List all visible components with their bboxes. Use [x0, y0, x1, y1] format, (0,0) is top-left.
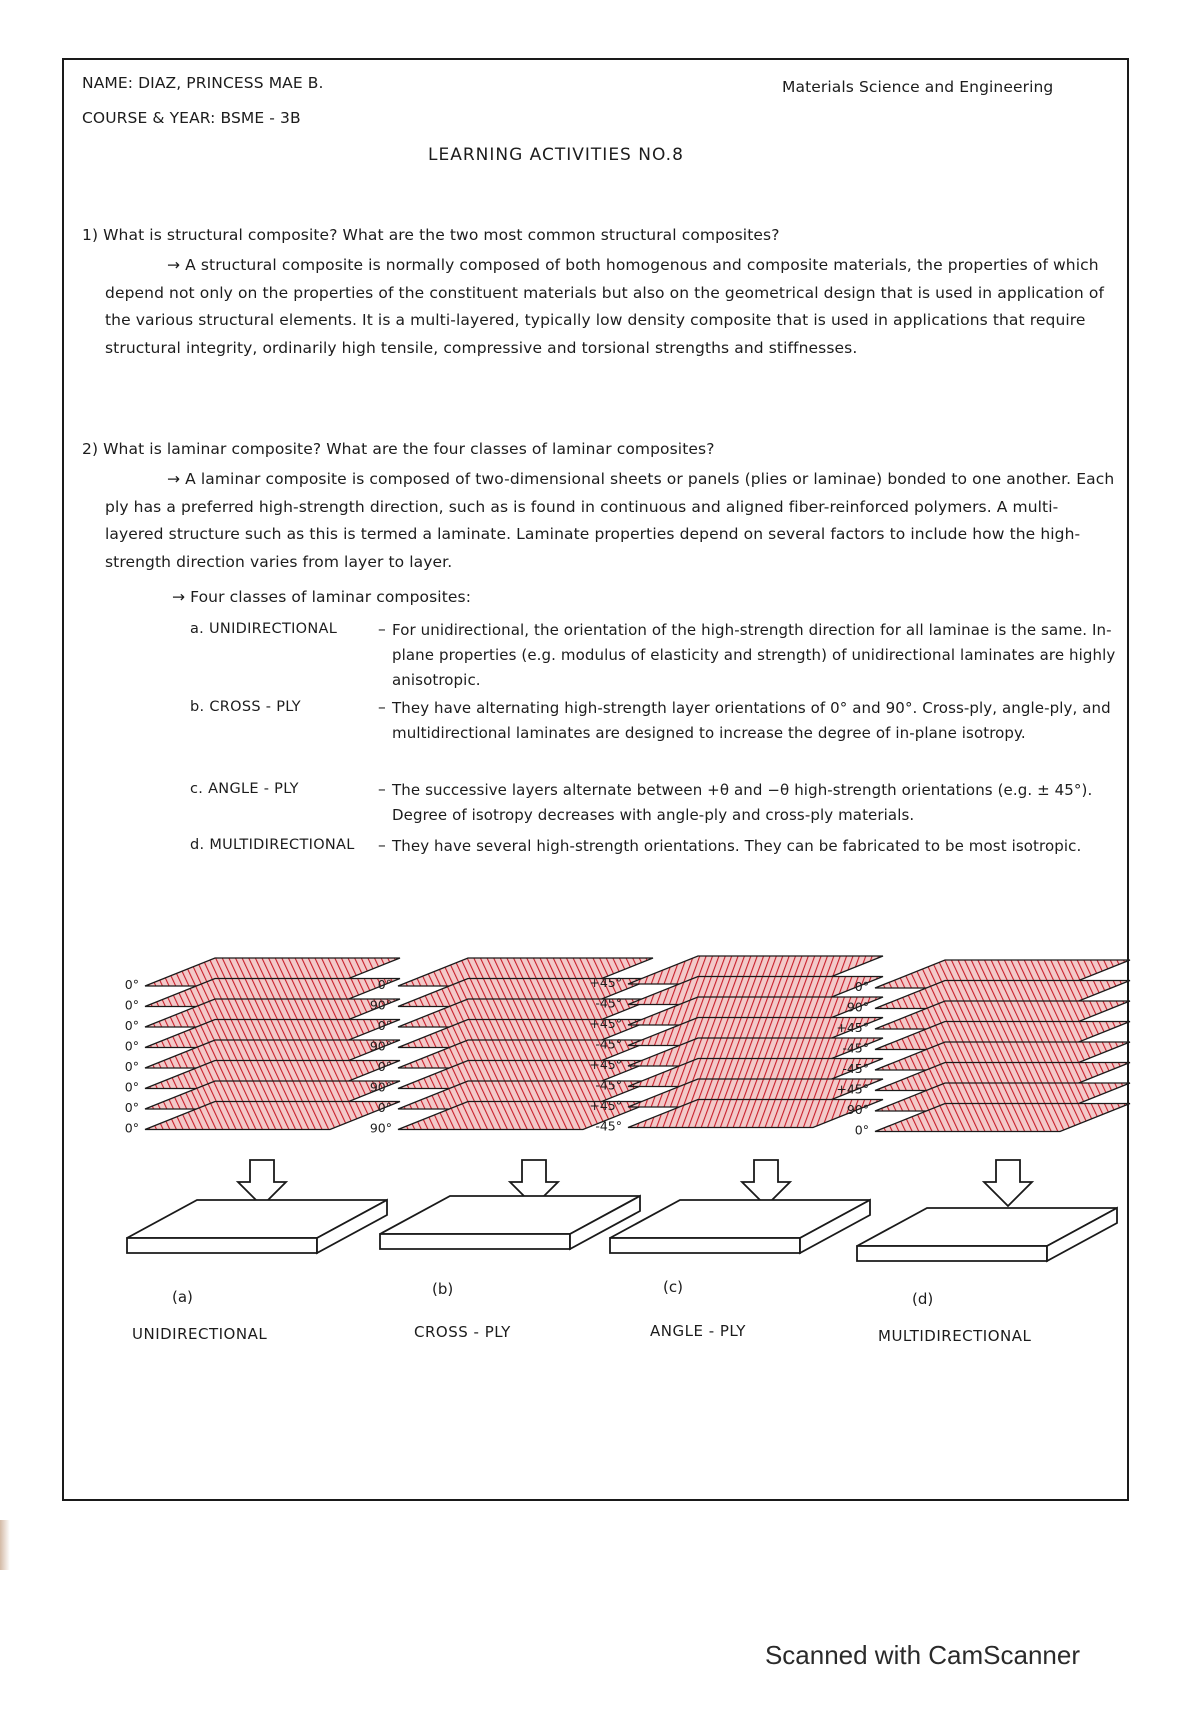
- caption-multidirectional: MULTIDIRECTIONAL: [878, 1327, 1032, 1345]
- class-b-dash: –: [378, 698, 386, 716]
- question-2: 2) What is laminar composite? What are the four classes of laminar composites?: [82, 440, 715, 458]
- ply-orientation-label: -45°: [842, 1061, 869, 1076]
- class-c-dash: –: [378, 780, 386, 798]
- scanner-watermark: Scanned with CamScanner: [764, 1640, 1080, 1670]
- figure-letter-b: (b): [432, 1280, 454, 1298]
- ply-orientation-label: 90°: [846, 1102, 869, 1117]
- ply-orientation-label: +45°: [589, 1016, 622, 1031]
- ply-orientation-label: 90°: [369, 1120, 392, 1136]
- caption-unidirectional: UNIDIRECTIONAL: [132, 1325, 268, 1343]
- ply-orientation-label: 0°: [124, 1018, 139, 1033]
- ply-orientation-label: 0°: [377, 1100, 392, 1115]
- ply-orientation-label: +45°: [836, 1081, 869, 1097]
- class-b-desc: They have alternating high-strength layer orientations of 0° and 90°. Cross-ply, angle-ply, and multidirectional laminates are designed to increase the degree of in-plane isotropy.: [392, 699, 1111, 742]
- class-c-desc: The successive layers alternate between +θ and −θ high-strength orientations (e.g. ± 45°). Degree of isotropy decreases with angle-ply and cross-ply materials.: [392, 781, 1093, 824]
- ply-orientation-label: 0°: [124, 997, 139, 1013]
- figure-letter-a: (a): [172, 1288, 193, 1306]
- class-c-name: c. ANGLE - PLY: [190, 781, 299, 797]
- class-d-name: d. MULTIDIRECTIONAL: [190, 837, 355, 853]
- laminate-slab-front: [610, 1238, 800, 1253]
- ply-orientation-label: 0°: [377, 1018, 392, 1033]
- down-arrow-icon: [984, 1160, 1032, 1206]
- laminate-slab-front: [380, 1234, 570, 1249]
- laminate-stack: [125, 958, 400, 1253]
- ply-orientation-label: -45°: [842, 1040, 869, 1056]
- ply-orientation-label: +45°: [589, 975, 622, 990]
- ply-orientation-label: -45°: [595, 1077, 622, 1093]
- ply-orientation-label: 90°: [369, 1079, 392, 1095]
- ply-orientation-label: 0°: [854, 1122, 869, 1138]
- laminate-slab-front: [127, 1238, 317, 1253]
- classes-intro: → Four classes of laminar composites:: [172, 588, 472, 606]
- laminate-slab-front: [857, 1246, 1047, 1261]
- class-b-name: b. CROSS - PLY: [190, 699, 301, 715]
- figure-letter-c: (c): [663, 1278, 683, 1296]
- ply-orientation-label: 0°: [124, 1120, 139, 1136]
- caption-angle-ply: ANGLE - PLY: [650, 1322, 746, 1340]
- figure-letter-d: (d): [912, 1290, 934, 1308]
- ply-orientation-label: 0°: [124, 1079, 139, 1095]
- ply-orientation-label: -45°: [595, 1118, 622, 1134]
- course-year: COURSE & YEAR: BSME - 3B: [82, 109, 301, 127]
- ply-orientation-label: 0°: [377, 1059, 392, 1074]
- class-d-desc: They have several high-strength orientations. They can be fabricated to be most isotropic.: [392, 837, 1082, 855]
- ply-orientation-label: 90°: [369, 1038, 392, 1054]
- class-a-desc: For unidirectional, the orientation of the high-strength direction for all laminae is the same. In-plane properties (e.g. modulus of elasticity and strength) of unidirectional laminates are highly anisotropic.: [392, 621, 1116, 689]
- caption-cross-ply: CROSS - PLY: [414, 1323, 511, 1341]
- ply-orientation-label: -45°: [595, 995, 622, 1011]
- ply-orientation-label: 0°: [124, 1059, 139, 1074]
- laminate-stack: [836, 960, 1130, 1261]
- ply-orientation-label: 0°: [854, 979, 869, 994]
- ply-orientation-label: 0°: [377, 977, 392, 992]
- scan-edge-mark: [0, 1520, 10, 1570]
- ply-orientation-label: 0°: [124, 977, 139, 992]
- class-d-dash: –: [378, 836, 386, 854]
- ply-orientation-label: 0°: [124, 1038, 139, 1054]
- ply-orientation-label: +45°: [836, 1020, 869, 1035]
- answer-1: → A structural composite is normally composed of both homogenous and composite materials, the properties of which depend not only on the properties of the constituent materials but also on the geometrical design that is used in application of the various structural elements. It is a multi-layered, typically low density composite that is used in applications that require structural integrity, ordinarily high tensile, compressive and torsional strengths and stiffnesses.: [105, 256, 1105, 357]
- question-1: 1) What is structural composite? What are the two most common structural composites?: [82, 226, 780, 244]
- subject-name: Materials Science and Engineering: [782, 78, 1054, 96]
- ply-orientation-label: 90°: [369, 997, 392, 1013]
- ply-orientation-label: +45°: [589, 1057, 622, 1072]
- student-name: NAME: DIAZ, PRINCESS MAE B.: [82, 74, 324, 92]
- answer-2: → A laminar composite is composed of two-dimensional sheets or panels (plies or laminae) bonded to one another. Each ply has a preferred high-strength direction, such as is found in continuous and aligned fiber-reinforced polymers. A multi-layered structure such as this is termed a laminate. Laminate properties depend on several factors to include how the high-strength direction varies from layer to layer.: [105, 470, 1115, 571]
- ply-orientation-label: -45°: [595, 1036, 622, 1052]
- page-title: LEARNING ACTIVITIES NO.8: [428, 145, 684, 165]
- class-a-dash: –: [378, 620, 386, 638]
- ply-orientation-label: 0°: [124, 1100, 139, 1115]
- class-a-name: a. UNIDIRECTIONAL: [190, 621, 338, 637]
- ply-orientation-label: +45°: [589, 1098, 622, 1113]
- ply-orientation-label: 90°: [846, 999, 869, 1015]
